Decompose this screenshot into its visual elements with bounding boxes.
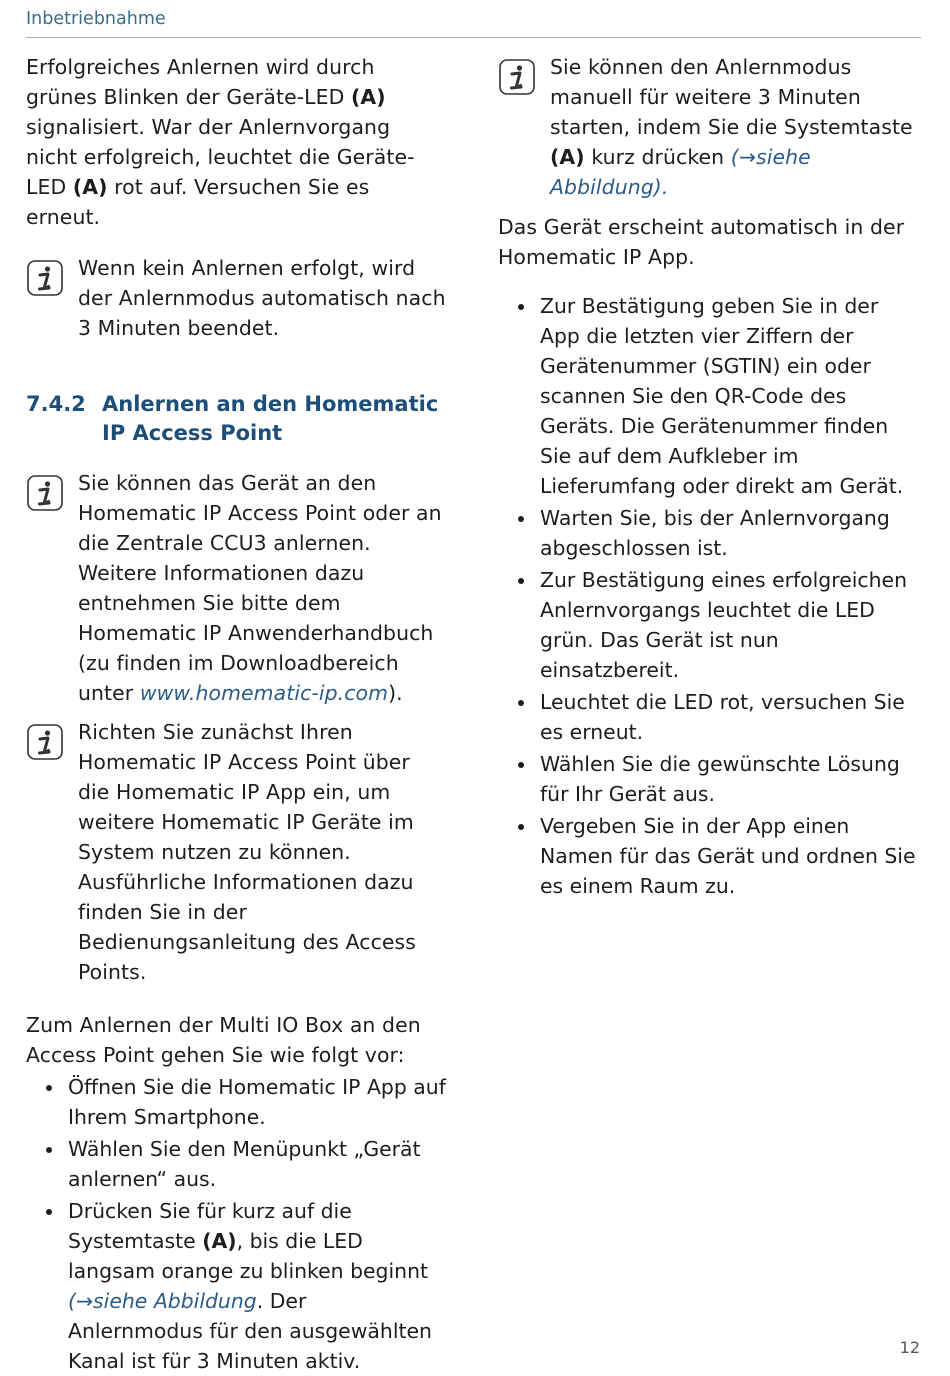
- steps-list-right: [498, 291, 918, 901]
- info-note-anlernen: Sie können das Gerät an den Homematic IP Access Point oder an die Zentrale CCU3 anlernen. Weitere Informationen dazu entnehmen Sie bitte dem Homematic IP Anwenderhandbuch (zu finden im Downloadbereich unter www.homematic-ip.com).: [26, 468, 446, 708]
- info-note-manual-mode: Sie können den Anlernmodus manuell für weitere 3 Minuten starten, indem Sie die Systemtaste (A) kurz drücken (→siehe Abbildung).: [498, 52, 918, 202]
- header-divider: [26, 37, 921, 38]
- left-column: [26, 50, 446, 1376]
- section-heading: [26, 390, 446, 448]
- figure-reference-link[interactable]: (→siehe Abbildung: [68, 1289, 257, 1313]
- info-icon: [499, 59, 535, 95]
- list-item: Drücken Sie für kurz auf die Systemtaste (A), bis die LED langsam orange zu blinken beginnt (→siehe Abbildung. Der Anlernmodus für den ausgewählten Kanal ist für 3 Minuten aktiv.: [26, 1196, 446, 1376]
- page-header: Inbetriebnahme: [26, 9, 166, 29]
- page-number: 12: [899, 1338, 920, 1357]
- info-icon: [27, 260, 63, 296]
- info-note-timeout: Wenn kein Anlernen erfolgt, wird der Anlernmodus automatisch nach 3 Minuten beendet.: [26, 253, 446, 343]
- list-item: Warten Sie, bis der Anlernvorgang abgeschlossen ist.: [498, 503, 918, 563]
- info-icon: [27, 475, 63, 511]
- right-column: [498, 50, 918, 901]
- info-icon: [27, 724, 63, 760]
- paragraph-led-success: Erfolgreiches Anlernen wird durch grünes Blinken der Geräte-LED (A) signalisiert. War der Anlernvorgang nicht erfolgreich, leuchtet die Geräte-LED (A) rot auf. Versuchen Sie es erneut.: [26, 55, 415, 229]
- list-item: Öffnen Sie die Homematic IP App auf Ihrem Smartphone.: [26, 1072, 446, 1132]
- paragraph-steps-intro: Zum Anlernen der Multi IO Box an den Access Point gehen Sie wie folgt vor:: [26, 1013, 421, 1067]
- list-item: Zur Bestätigung geben Sie in der App die letzten vier Ziffern der Gerätenummer (SGTIN) ein oder scannen Sie den QR-Code des Geräts. Die Gerätenummer finden Sie auf dem Aufkleber im Lieferumfang oder direkt am Gerät.: [498, 291, 918, 501]
- info-note-access-point: Richten Sie zunächst Ihren Homematic IP Access Point über die Homematic IP App ein, um weitere Homematic IP Geräte im System nutzen zu können. Ausführliche Informationen dazu finden Sie in der Bedienungsanleitung des Access Points.: [26, 717, 446, 987]
- steps-list-left: [26, 1072, 446, 1376]
- list-item: Vergeben Sie in der App einen Namen für das Gerät und ordnen Sie es einem Raum zu.: [498, 811, 918, 901]
- list-item: Zur Bestätigung eines erfolgreichen Anlernvorgangs leuchtet die LED grün. Das Gerät ist nun einsatzbereit.: [498, 565, 918, 685]
- list-item: Wählen Sie den Menüpunkt „Gerät anlernen“ aus.: [26, 1134, 446, 1194]
- figure-reference-link[interactable]: (→siehe Abbildung): [550, 145, 811, 199]
- section-title: Anlernen an den Homematic IP Access Point: [102, 392, 439, 445]
- list-item: Wählen Sie die gewünschte Lösung für Ihr Gerät aus.: [498, 749, 918, 809]
- list-item: Leuchtet die LED rot, versuchen Sie es erneut.: [498, 687, 918, 747]
- section-number: 7.4.2: [26, 392, 86, 416]
- homematic-link[interactable]: www.homematic-ip.com: [139, 681, 389, 705]
- paragraph-device-appears: Das Gerät erscheint automatisch in der Homematic IP App.: [498, 215, 905, 269]
